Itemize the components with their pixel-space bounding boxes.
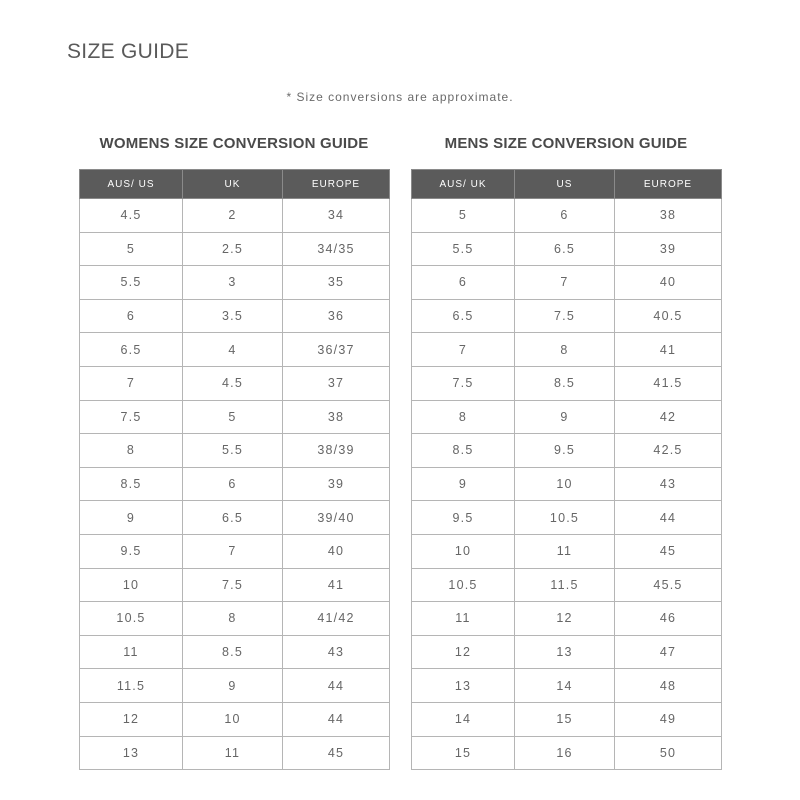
aus-uk-cell: 8.5 — [412, 434, 515, 468]
womens-size-guide — [79, 132, 389, 770]
table-row — [80, 568, 390, 602]
europe-cell: 39/40 — [283, 501, 390, 535]
mens-table-body — [412, 199, 722, 770]
aus-us-cell: 11 — [80, 635, 183, 669]
aus-us-cell: 7.5 — [80, 400, 183, 434]
aus-us-cell: 4.5 — [80, 199, 183, 233]
table-row — [80, 534, 390, 568]
uk-cell: 4 — [183, 333, 283, 367]
us-cell: 14 — [515, 669, 615, 703]
us-cell: 6.5 — [515, 232, 615, 266]
table-row — [80, 602, 390, 636]
aus-uk-cell: 14 — [412, 702, 515, 736]
europe-cell: 45.5 — [615, 568, 722, 602]
europe-cell: 42 — [615, 400, 722, 434]
europe-cell: 34/35 — [283, 232, 390, 266]
womens-header-row — [80, 170, 390, 199]
aus-uk-cell: 5 — [412, 199, 515, 233]
table-row — [412, 299, 722, 333]
uk-cell: 8.5 — [183, 635, 283, 669]
aus-uk-cell: 11 — [412, 602, 515, 636]
aus-us-cell: 10.5 — [80, 602, 183, 636]
europe-cell: 38 — [615, 199, 722, 233]
aus-uk-cell: 7.5 — [412, 366, 515, 400]
aus-uk-cell: 5.5 — [412, 232, 515, 266]
uk-cell: 3.5 — [183, 299, 283, 333]
mens-guide-title: MENS SIZE CONVERSION GUIDE — [444, 135, 688, 152]
us-cell: 9 — [515, 400, 615, 434]
aus-uk-cell: 13 — [412, 669, 515, 703]
aus-us-cell: 9.5 — [80, 534, 183, 568]
us-cell: 13 — [515, 635, 615, 669]
mens-header-us: US — [515, 170, 615, 199]
uk-cell: 7.5 — [183, 568, 283, 602]
europe-cell: 40.5 — [615, 299, 722, 333]
uk-cell: 7 — [183, 534, 283, 568]
europe-cell: 40 — [283, 534, 390, 568]
aus-us-cell: 6 — [80, 299, 183, 333]
table-row — [80, 199, 390, 233]
table-row — [80, 232, 390, 266]
aus-us-cell: 8 — [80, 434, 183, 468]
mens-size-guide — [411, 132, 721, 770]
size-note: * Size conversions are approximate. — [286, 90, 514, 104]
aus-us-cell: 10 — [80, 568, 183, 602]
europe-cell: 44 — [283, 669, 390, 703]
aus-us-cell: 9 — [80, 501, 183, 535]
womens-header-aus-us: AUS/ US — [80, 170, 183, 199]
table-row — [412, 434, 722, 468]
table-row — [80, 467, 390, 501]
table-row — [412, 266, 722, 300]
table-row — [80, 299, 390, 333]
us-cell: 10.5 — [515, 501, 615, 535]
uk-cell: 2 — [183, 199, 283, 233]
uk-cell: 5 — [183, 400, 283, 434]
europe-cell: 46 — [615, 602, 722, 636]
table-row — [80, 333, 390, 367]
uk-cell: 11 — [183, 736, 283, 770]
aus-uk-cell: 9 — [412, 467, 515, 501]
europe-cell: 44 — [615, 501, 722, 535]
europe-cell: 44 — [283, 702, 390, 736]
womens-header-uk: UK — [183, 170, 283, 199]
europe-cell: 37 — [283, 366, 390, 400]
europe-cell: 39 — [615, 232, 722, 266]
table-row — [80, 736, 390, 770]
us-cell: 8.5 — [515, 366, 615, 400]
page-title: SIZE GUIDE — [67, 40, 190, 64]
uk-cell: 8 — [183, 602, 283, 636]
table-row — [412, 333, 722, 367]
table-row — [80, 434, 390, 468]
europe-cell: 47 — [615, 635, 722, 669]
europe-cell: 43 — [615, 467, 722, 501]
table-row — [80, 501, 390, 535]
europe-cell: 36/37 — [283, 333, 390, 367]
europe-cell: 35 — [283, 266, 390, 300]
uk-cell: 3 — [183, 266, 283, 300]
table-row — [80, 400, 390, 434]
us-cell: 11.5 — [515, 568, 615, 602]
aus-us-cell: 13 — [80, 736, 183, 770]
uk-cell: 9 — [183, 669, 283, 703]
aus-us-cell: 8.5 — [80, 467, 183, 501]
europe-cell: 50 — [615, 736, 722, 770]
europe-cell: 41/42 — [283, 602, 390, 636]
table-row — [80, 266, 390, 300]
table-row — [412, 199, 722, 233]
aus-us-cell: 11.5 — [80, 669, 183, 703]
aus-uk-cell: 10 — [412, 534, 515, 568]
table-row — [80, 702, 390, 736]
europe-cell: 41 — [615, 333, 722, 367]
table-row — [412, 501, 722, 535]
uk-cell: 10 — [183, 702, 283, 736]
europe-cell: 41.5 — [615, 366, 722, 400]
europe-cell: 40 — [615, 266, 722, 300]
us-cell: 7.5 — [515, 299, 615, 333]
europe-cell: 49 — [615, 702, 722, 736]
europe-cell: 45 — [283, 736, 390, 770]
europe-cell: 38/39 — [283, 434, 390, 468]
womens-guide-title: WOMENS SIZE CONVERSION GUIDE — [99, 135, 369, 152]
aus-uk-cell: 10.5 — [412, 568, 515, 602]
us-cell: 7 — [515, 266, 615, 300]
europe-cell: 36 — [283, 299, 390, 333]
aus-uk-cell: 6 — [412, 266, 515, 300]
europe-cell: 48 — [615, 669, 722, 703]
mens-header-aus-uk: AUS/ UK — [412, 170, 515, 199]
europe-cell: 43 — [283, 635, 390, 669]
table-row — [412, 635, 722, 669]
europe-cell: 39 — [283, 467, 390, 501]
europe-cell: 34 — [283, 199, 390, 233]
uk-cell: 4.5 — [183, 366, 283, 400]
mens-header-row — [412, 170, 722, 199]
aus-uk-cell: 6.5 — [412, 299, 515, 333]
uk-cell: 6 — [183, 467, 283, 501]
table-row — [412, 669, 722, 703]
us-cell: 10 — [515, 467, 615, 501]
aus-us-cell: 12 — [80, 702, 183, 736]
aus-uk-cell: 7 — [412, 333, 515, 367]
uk-cell: 5.5 — [183, 434, 283, 468]
europe-cell: 38 — [283, 400, 390, 434]
table-row — [412, 736, 722, 770]
us-cell: 11 — [515, 534, 615, 568]
table-row — [80, 366, 390, 400]
aus-uk-cell: 12 — [412, 635, 515, 669]
us-cell: 16 — [515, 736, 615, 770]
uk-cell: 6.5 — [183, 501, 283, 535]
aus-uk-cell: 8 — [412, 400, 515, 434]
table-row — [412, 232, 722, 266]
table-row — [412, 702, 722, 736]
aus-uk-cell: 15 — [412, 736, 515, 770]
table-row — [412, 467, 722, 501]
table-row — [80, 635, 390, 669]
aus-uk-cell: 9.5 — [412, 501, 515, 535]
mens-header-europe: EUROPE — [615, 170, 722, 199]
table-row — [412, 602, 722, 636]
womens-table-body — [80, 199, 390, 770]
europe-cell: 42.5 — [615, 434, 722, 468]
us-cell: 9.5 — [515, 434, 615, 468]
table-row — [412, 534, 722, 568]
aus-us-cell: 5.5 — [80, 266, 183, 300]
table-row — [80, 669, 390, 703]
us-cell: 15 — [515, 702, 615, 736]
us-cell: 8 — [515, 333, 615, 367]
table-row — [412, 366, 722, 400]
womens-size-table — [79, 169, 390, 770]
us-cell: 12 — [515, 602, 615, 636]
uk-cell: 2.5 — [183, 232, 283, 266]
europe-cell: 41 — [283, 568, 390, 602]
table-row — [412, 568, 722, 602]
womens-header-europe: EUROPE — [283, 170, 390, 199]
us-cell: 6 — [515, 199, 615, 233]
mens-size-table — [411, 169, 722, 770]
aus-us-cell: 6.5 — [80, 333, 183, 367]
europe-cell: 45 — [615, 534, 722, 568]
table-row — [412, 400, 722, 434]
aus-us-cell: 7 — [80, 366, 183, 400]
aus-us-cell: 5 — [80, 232, 183, 266]
